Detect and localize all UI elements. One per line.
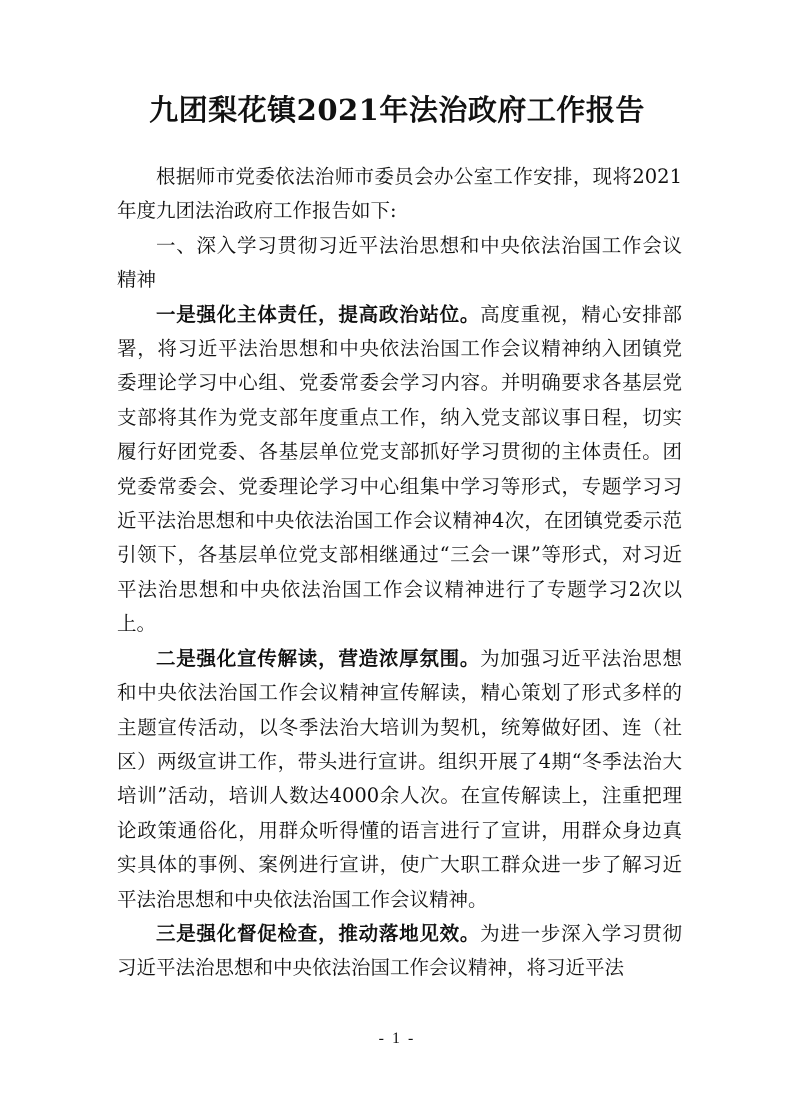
paragraph-3: [117, 917, 682, 986]
paragraph-2-lead: 二是强化宣传解读，营造浓厚氛围。: [156, 646, 481, 670]
paragraph-3-text: 为进一步深入学习贯彻习近平法治思想和中央依法治国工作会议精神，将习近平法: [117, 921, 682, 980]
intro-paragraph: 根据师市党委依法治师市委员会办公室工作安排，现将2021年度九团法治政府工作报告如下:: [117, 165, 682, 223]
paragraph-2-text: 为加强习近平法治思想和中央依法治国工作会议精神宣传解读，精心策划了形式多样的主题宣传活动，以冬季法治大培训为契机，统筹做好团、连（社区）两级宣讲工作，带头进行宣讲。组织开展了4期“冬季法治大培训”活动，培训人数达4000余人次。在宣传解读上，注重把理论政策通俗化，用群众听得懂的语言进行了宣讲，用群众身边真实具体的事例、案例进行宣讲，使广大职工群众进一步了解习近平法治思想和中央依法治国工作会议精神。: [117, 646, 682, 911]
document-title: 九团梨花镇2021年法治政府工作报告: [149, 93, 645, 127]
paragraph-2: [117, 642, 682, 917]
paragraph-1-lead: 一是强化主体责任，提高政治站位。: [156, 302, 481, 326]
paragraph-1-text: 高度重视，精心安排部署，将习近平法治思想和中央依法治国工作会议精神纳入团镇党委理论学习中心组、党委常委会学习内容。并明确要求各基层党支部将其作为党支部年度重点工作，纳入党支部议事日程，切实履行好团党委、各基层单位党支部抓好学习贯彻的主体责任。团党委常委会、党委理论学习中心组集中学习等形式，专题学习习近平法治思想和中央依法治国工作会议精神4次，在团镇党委示范引领下，各基层单位党支部相继通过“三会一课”等形式，对习近平法治思想和中央依法治国工作会议精神进行了专题学习2次以上。: [117, 302, 682, 636]
paragraph-3-lead: 三是强化督促检查，推动落地见效。: [156, 921, 481, 945]
document-body: [117, 160, 682, 986]
section-heading: 一、深入学习贯彻习近平法治思想和中央依法治国工作会议精神: [117, 233, 682, 292]
page-number: - 1 -: [378, 1030, 416, 1047]
paragraph-1: [117, 298, 682, 642]
